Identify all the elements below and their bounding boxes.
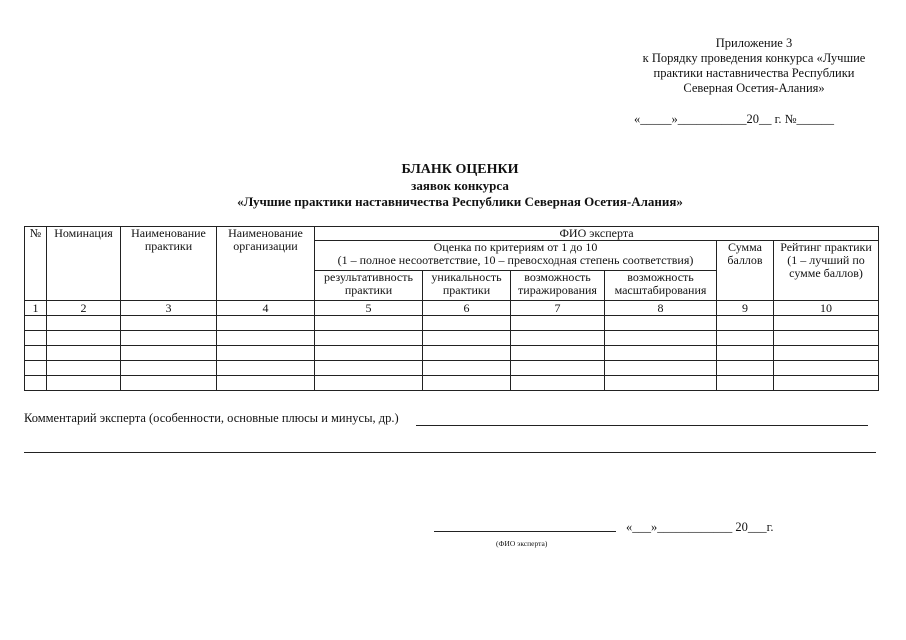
header-rating: Рейтинг практики (1 – лучший по сумме баллов) — [774, 241, 879, 301]
column-number: 6 — [423, 301, 511, 316]
criteria-title: Оценка по критериям от 1 до 10 — [433, 240, 598, 254]
header-nomination: Номинация — [47, 227, 121, 301]
signature-date: «___»____________ 20___г. — [626, 520, 774, 534]
column-number: 2 — [47, 301, 121, 316]
column-number-row — [25, 301, 879, 316]
header-criterion-effectiveness: результативность практики — [315, 271, 423, 301]
contest-name: «Лучшие практики наставничества Республики Северная Осетия-Алания» — [237, 194, 683, 209]
form-subtitle: заявок конкурса — [411, 178, 509, 193]
signature-line — [434, 531, 616, 532]
header-practice-name: Наименование практики — [121, 227, 217, 301]
expert-comment-label: Комментарий эксперта (особенности, основные плюсы и минусы, др.) — [24, 411, 399, 425]
header-expert-name: ФИО эксперта — [315, 227, 879, 241]
appendix-date-line: «_____»___________20__ г. №______ — [634, 112, 835, 126]
header-criteria — [315, 241, 717, 271]
header-criterion-uniqueness: уникальность практики — [423, 271, 511, 301]
column-number: 10 — [774, 301, 879, 316]
column-number: 4 — [217, 301, 315, 316]
column-number: 8 — [605, 301, 717, 316]
comment-line — [416, 425, 868, 426]
header-criterion-scaling: возможность масштабирования — [605, 271, 717, 301]
table-row — [25, 361, 879, 376]
column-number: 1 — [25, 301, 47, 316]
column-number: 9 — [717, 301, 774, 316]
appendix-line: к Порядку проведения конкурса «Лучшие — [642, 51, 866, 65]
table-row — [25, 316, 879, 331]
header-no: № — [25, 227, 47, 301]
header-org-name: Наименование организации — [217, 227, 315, 301]
comment-line-2 — [24, 452, 876, 453]
table-row — [25, 346, 879, 361]
table-row — [25, 331, 879, 346]
header-total: Сумма баллов — [717, 241, 774, 301]
table-row — [25, 376, 879, 391]
criteria-note: (1 – полное несоответствие, 10 – превосходная степень соответствия) — [337, 253, 694, 267]
appendix-block — [604, 36, 904, 96]
header-criterion-replication: возможность тиражирования — [511, 271, 605, 301]
column-number: 5 — [315, 301, 423, 316]
signature-caption: (ФИО эксперта) — [496, 539, 548, 548]
column-number: 3 — [121, 301, 217, 316]
column-number: 7 — [511, 301, 605, 316]
evaluation-table — [24, 226, 879, 391]
appendix-line: Приложение 3 — [715, 36, 793, 50]
appendix-line: Северная Осетия-Алания» — [683, 81, 825, 95]
title-block — [150, 162, 770, 210]
appendix-line: практики наставничества Республики — [653, 66, 855, 80]
form-title: БЛАНК ОЦЕНКИ — [401, 162, 519, 177]
